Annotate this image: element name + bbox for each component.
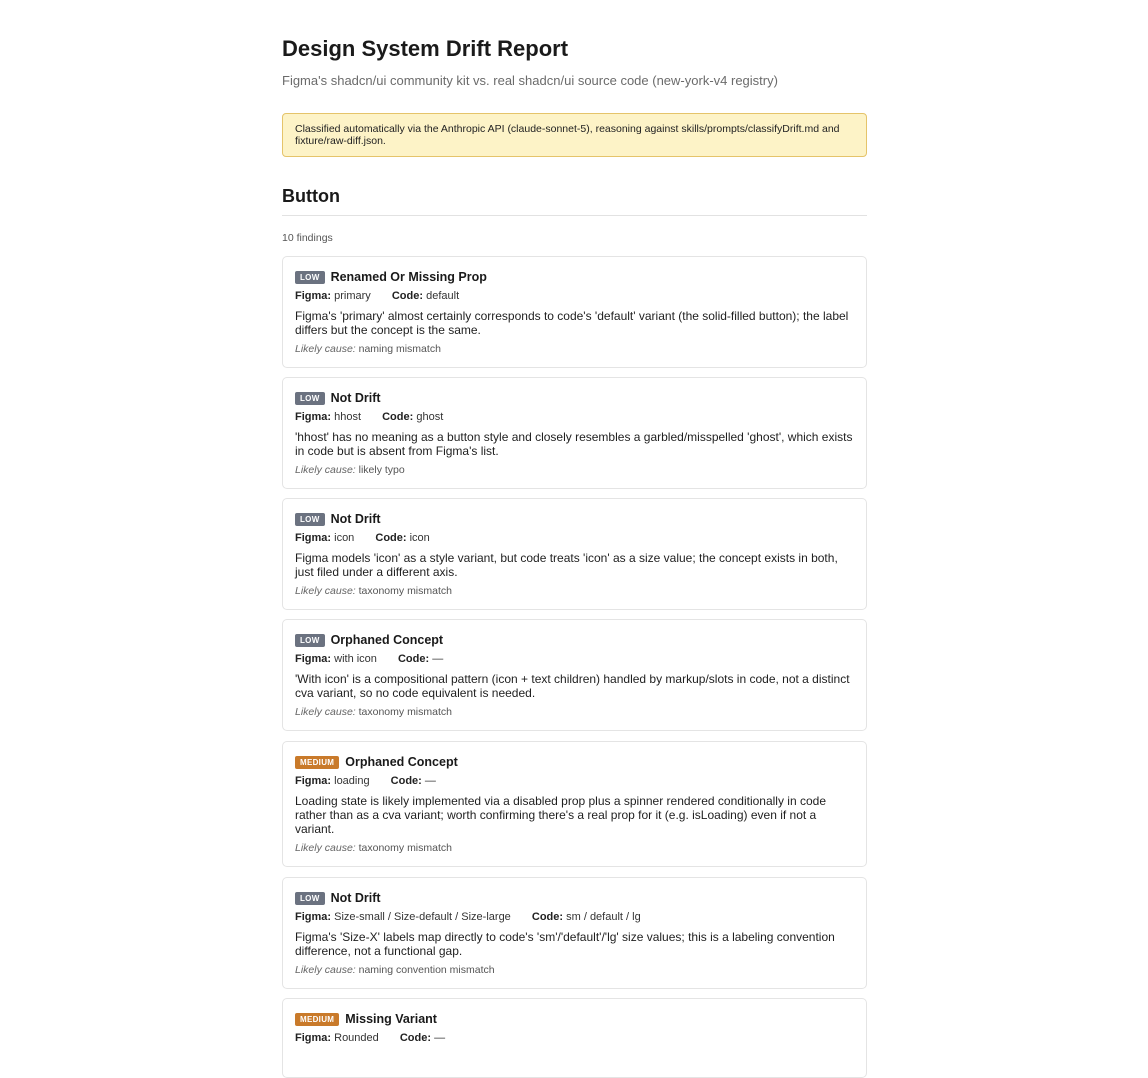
finding-card	[282, 998, 867, 1078]
finding-card	[282, 377, 867, 489]
finding-kind: Orphaned Concept	[330, 633, 444, 647]
cause-value: taxonomy mismatch	[358, 585, 452, 597]
finding-kind: Not Drift	[330, 512, 381, 526]
code-label: Code:	[399, 1032, 432, 1044]
figma-value: Size-small / Size-default / Size-large	[334, 911, 511, 923]
likely-cause	[295, 706, 854, 718]
code-value: —	[432, 653, 444, 665]
page-title: Design System Drift Report	[282, 36, 569, 61]
finding-mapping	[295, 410, 854, 424]
finding-mapping	[295, 910, 854, 924]
code-value: ghost	[416, 411, 444, 423]
code-value: sm / default / lg	[566, 911, 641, 923]
cause-value: naming convention mismatch	[358, 964, 495, 976]
classification-notice: Classified automatically via the Anthropic API (claude-sonnet-5), reasoning against skills/prompts/classifyDrift.md and fixture/raw-diff.json.	[282, 113, 867, 157]
cause-value: taxonomy mismatch	[358, 706, 452, 718]
severity-badge: MEDIUM	[295, 756, 339, 769]
severity-badge: LOW	[295, 271, 325, 284]
code-label: Code:	[397, 653, 430, 665]
cause-value: likely typo	[358, 464, 405, 476]
finding-mapping	[295, 652, 854, 666]
code-value: default	[426, 290, 460, 302]
finding-mapping	[295, 531, 854, 545]
figma-label: Figma:	[295, 1032, 332, 1044]
code-value: icon	[409, 532, 430, 544]
finding-mapping	[295, 1031, 854, 1045]
cause-value: naming mismatch	[358, 343, 441, 355]
likely-cause	[295, 585, 854, 597]
finding-mapping	[295, 774, 854, 788]
figma-label: Figma:	[295, 532, 332, 544]
finding-card	[282, 877, 867, 989]
likely-cause	[295, 964, 854, 976]
finding-reason: 'With icon' is a compositional pattern (icon + text children) handled by markup/slots in code, not a distinct cva variant, so no code equivalent is needed.	[295, 672, 850, 700]
finding-card	[282, 498, 867, 610]
finding-kind: Orphaned Concept	[345, 755, 458, 769]
findings-count: 10 findings	[282, 232, 333, 244]
figma-value: icon	[334, 532, 355, 544]
likely-cause	[295, 343, 854, 355]
figma-label: Figma:	[295, 653, 332, 665]
finding-kind: Missing Variant	[345, 1012, 437, 1026]
cause-label: Likely cause:	[295, 706, 356, 718]
severity-badge: LOW	[295, 892, 325, 905]
code-label: Code:	[531, 911, 564, 923]
finding-kind: Not Drift	[330, 391, 381, 405]
likely-cause	[295, 464, 854, 476]
cause-label: Likely cause:	[295, 964, 356, 976]
finding-reason: Loading state is likely implemented via a disabled prop plus a spinner rendered conditionally in code rather than as a cva variant; worth confirming there's a real prop for it (e.g. isLoading) even if not a variant.	[295, 794, 826, 836]
severity-badge: MEDIUM	[295, 1013, 339, 1026]
figma-value: hhost	[334, 411, 362, 423]
figma-value: with icon	[334, 653, 377, 665]
figma-label: Figma:	[295, 911, 332, 923]
figma-value: primary	[334, 290, 371, 302]
finding-reason: Figma's 'Size-X' labels map directly to code's 'sm'/'default'/'lg' size values; this is a labeling convention difference, not a functional gap.	[295, 930, 835, 958]
finding-mapping	[295, 289, 854, 303]
severity-badge: LOW	[295, 513, 325, 526]
section-divider	[282, 215, 867, 216]
likely-cause	[295, 842, 854, 854]
code-label: Code:	[390, 775, 422, 787]
code-label: Code:	[382, 411, 414, 423]
cause-value: taxonomy mismatch	[358, 842, 452, 854]
code-value: —	[424, 775, 436, 787]
figma-label: Figma:	[295, 775, 332, 787]
code-value: —	[434, 1032, 446, 1044]
finding-reason: 'hhost' has no meaning as a button style and closely resembles a garbled/misspelled 'ghost', which exists in code but is absent from Figma's list.	[295, 430, 853, 458]
severity-badge: LOW	[295, 634, 325, 647]
section-title-button: Button	[282, 186, 340, 206]
finding-kind: Not Drift	[330, 891, 381, 905]
finding-reason: Figma's 'primary' almost certainly corresponds to code's 'default' variant (the solid-filled button); the label differs but the concept is the same.	[295, 309, 849, 337]
figma-value: Rounded	[334, 1032, 379, 1044]
finding-reason: Figma models 'icon' as a style variant, but code treats 'icon' as a size value; the concept exists in both, just filed under a different axis.	[295, 551, 838, 579]
page-subtitle: Figma's shadcn/ui community kit vs. real shadcn/ui source code (new-york-v4 registry)	[282, 73, 778, 88]
code-label: Code:	[391, 290, 424, 302]
finding-card	[282, 256, 867, 368]
cause-label: Likely cause:	[295, 585, 356, 597]
code-label: Code:	[375, 532, 407, 544]
figma-label: Figma:	[295, 290, 332, 302]
cause-label: Likely cause:	[295, 464, 356, 476]
finding-card	[282, 741, 867, 867]
cause-label: Likely cause:	[295, 343, 356, 355]
finding-kind: Renamed Or Missing Prop	[330, 270, 487, 284]
severity-badge: LOW	[295, 392, 325, 405]
figma-label: Figma:	[295, 411, 332, 423]
figma-value: loading	[334, 775, 370, 787]
finding-card	[282, 619, 867, 731]
cause-label: Likely cause:	[295, 842, 356, 854]
